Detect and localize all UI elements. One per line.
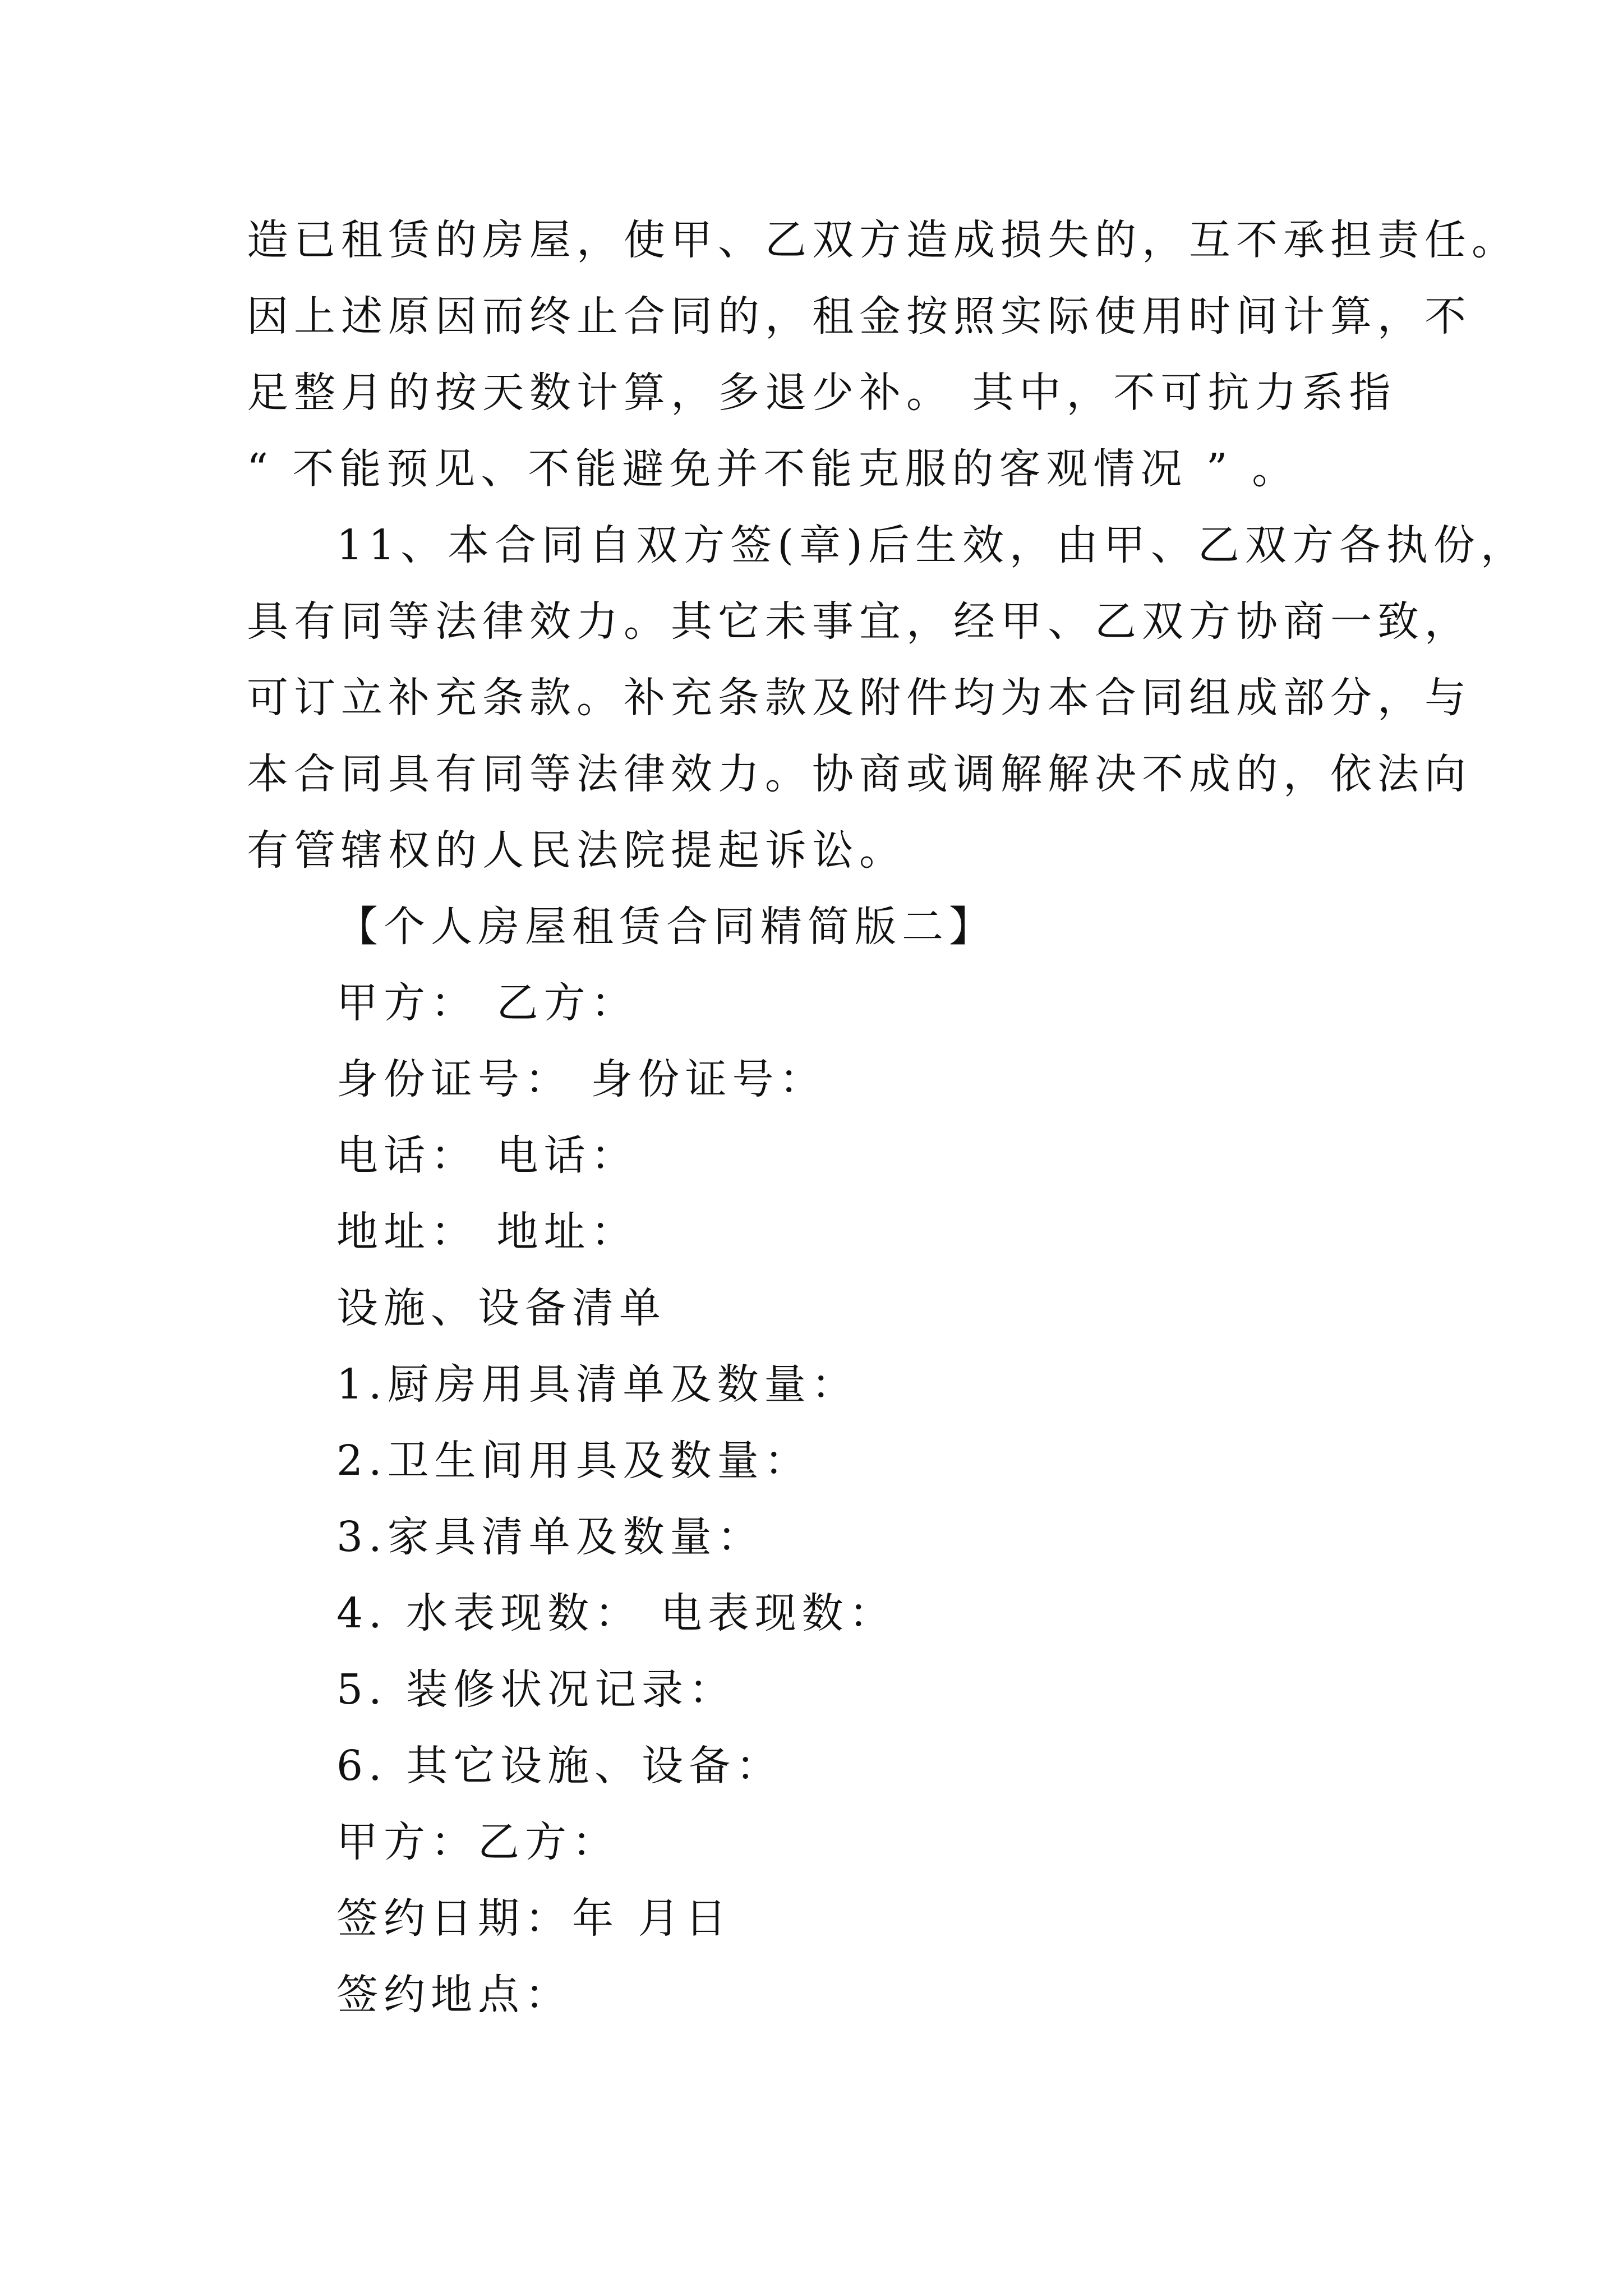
signing-date-line: 签约日期：年 月日 [336,1894,732,1943]
party-names-line: 甲方： 乙方： [336,979,638,1027]
section-heading: 【个人房屋租赁合同精简版二】 [336,903,996,951]
list-item: 4. 水表现数： 电表现数： [336,1589,896,1637]
paragraph-line: 足整月的按天数计算，多退少补。 其中，不可抗力系指 [247,369,1396,417]
paragraph-line: 具有同等法律效力。其它未事宜，经甲、乙双方协商一致， [247,597,1472,646]
paragraph-line: 因上述原因而终止合同的，租金按照实际使用时间计算，不 [247,292,1472,341]
list-item: 5. 装修状况记录： [336,1665,736,1714]
list-item: 2.卫生间用具及数量： [336,1437,811,1485]
clause-11-line: 11、本合同自双方签(章)后生效，由甲、乙双方各执份， [336,521,1528,569]
paragraph-line: 造已租赁的房屋，使甲、乙双方造成损失的，互不承担责任。 [247,216,1519,264]
contract-text [247,202,1528,2033]
paragraph-line: 有管辖权的人民法院提起诉讼。 [247,826,906,875]
paragraph-line: “ 不能预见、不能避免并不能克服的客观情况 ” 。 [247,445,1299,493]
id-number-line: 身份证号： 身份证号： [336,1055,827,1103]
list-item: 3.家具清单及数量： [336,1513,764,1561]
signing-place-line: 签约地点： [336,1971,572,2019]
paragraph-line: 本合同具有同等法律效力。协商或调解解决不成的，依法向 [247,750,1472,798]
equipment-list-title: 设施、设备清单 [336,1284,666,1332]
list-item: 6. 其它设施、设备： [336,1742,783,1790]
list-item: 1.厨房用具清单及数量： [336,1360,859,1409]
address-line: 地址： 地址： [336,1208,638,1256]
paragraph-line: 可订立补充条款。补充条款及附件均为本合同组成部分，与 [247,674,1472,722]
signature-parties-line: 甲方：乙方： [336,1818,619,1866]
phone-line: 电话： 电话： [336,1131,638,1180]
